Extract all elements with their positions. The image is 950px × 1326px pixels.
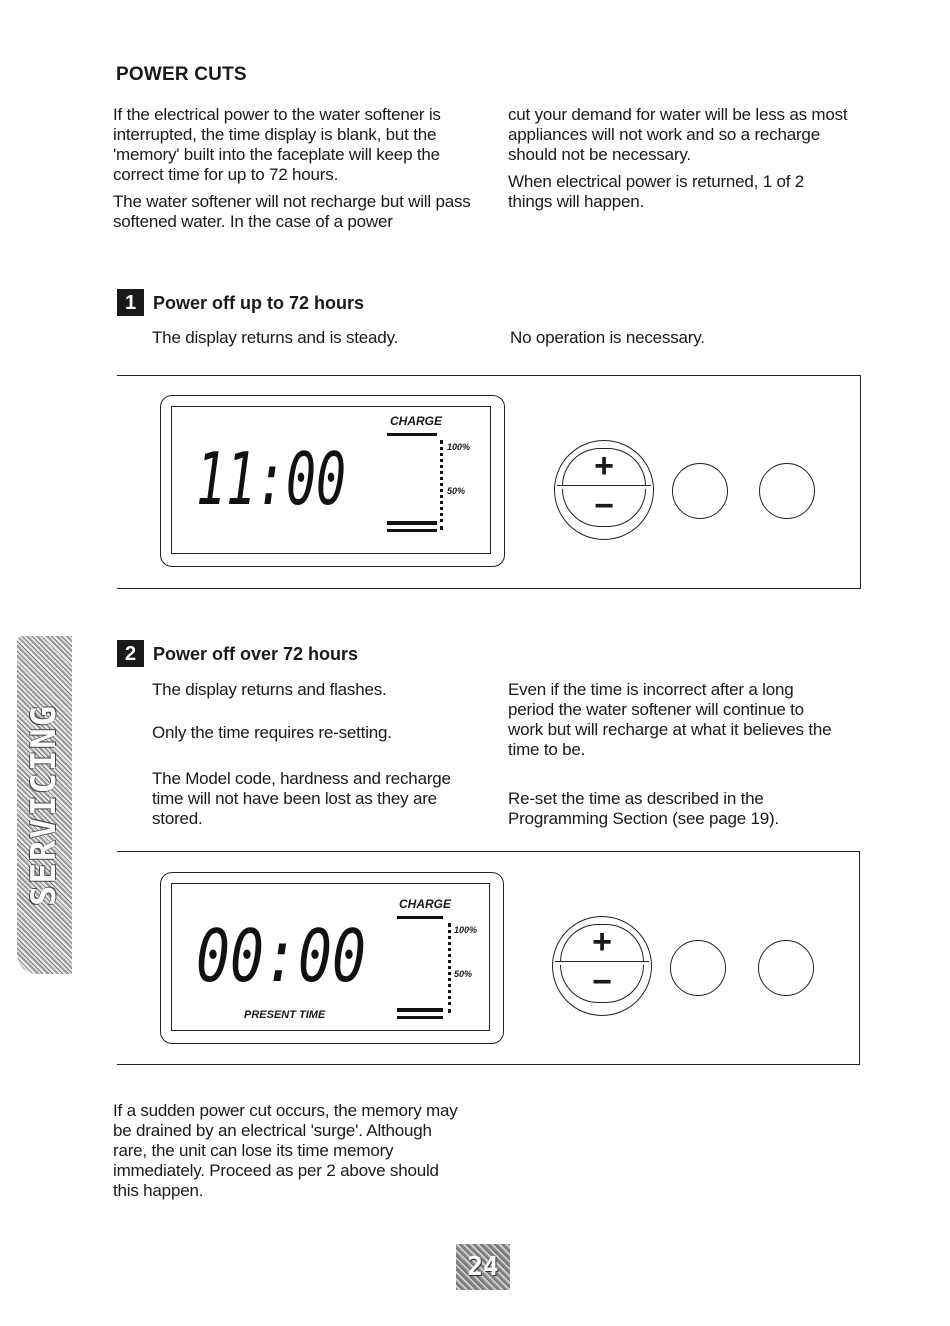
round-button-2a[interactable] [670,940,726,996]
charge-level-bar-1b [387,529,437,532]
intro-left-paragraph-1: If the electrical power to the water softener is interrupted, the time display is blank, but the 'memory' built into the faceplate will keep the correct time for up to 72 hours. [113,105,441,184]
lcd-display-2 [160,872,504,1044]
charge-bar-top-2 [397,916,443,919]
section-2-badge: 2 [117,640,144,667]
svg-text:11:00: 11:00 [196,437,346,521]
intro-left-paragraph-2: The water softener will not recharge but will pass softened water. In the case of a power [113,192,471,231]
footer-note: If a sudden power cut occurs, the memory may be drained by an electrical 'surge'. Although rare, the unit can lose its time memory immediately. Proceed as per 2 above should this happen. [113,1101,458,1200]
lcd-time-digits-2 [196,914,376,998]
round-button-1b[interactable] [759,463,815,519]
intro-right-paragraph-2: When electrical power is returned, 1 of 2 things will happen. [508,172,805,211]
minus-icon[interactable]: − [592,963,612,1001]
section-1-left-text: The display returns and is steady. [152,328,399,347]
section-2-right-paragraph-2: Re-set the time as described in the Programming Section (see page 19). [508,789,780,828]
section-2-right-paragraph-1: Even if the time is incorrect after a long period the water softener will continue to work but will recharge at what it believes the time to be. [508,680,832,759]
charge-label-1: CHARGE [390,414,443,428]
lcd-time-digits-1 [196,437,356,521]
charge-50-label-1: 50% [447,486,466,496]
intro-right-paragraph-1: cut your demand for water will be less as most appliances will not work and so a recharge should not be necessary. [508,105,848,164]
charge-level-bar-1 [387,521,437,525]
present-time-label: PRESENT TIME [244,1009,326,1021]
charge-level-bar-2b [397,1016,443,1019]
plus-icon[interactable]: + [592,923,612,961]
side-section-tab [17,636,72,974]
round-button-2b[interactable] [758,940,814,996]
plus-icon[interactable]: + [594,447,614,485]
round-button-1a[interactable] [672,463,728,519]
charge-scale-1 [440,440,446,530]
minus-icon[interactable]: − [594,487,614,525]
section-2-left-paragraph-3: The Model code, hardness and recharge time will not have been lost as they are stored. [152,769,451,828]
section-1-title: Power off up to 72 hours [153,293,365,313]
charge-50-label-2: 50% [454,969,473,979]
charge-100-label-2: 100% [454,925,478,935]
page-title: POWER CUTS [116,64,247,85]
section-1-right-text: No operation is necessary. [510,328,705,347]
charge-level-bar-2 [397,1008,443,1012]
section-2-left-paragraph-1: The display returns and flashes. [152,680,387,699]
svg-text:00:00: 00:00 [196,914,366,998]
charge-label-2: CHARGE [399,897,452,911]
plus-minus-button-1[interactable] [554,440,654,540]
section-2-left-paragraph-2: Only the time requires re-setting. [152,723,392,742]
charge-bar-top-1 [387,433,437,436]
section-2-title: Power off over 72 hours [153,644,359,664]
charge-100-label-1: 100% [447,442,471,452]
page-number: 24 [456,1244,510,1290]
lcd-display-1 [160,395,505,567]
charge-scale-2 [448,923,454,1013]
section-1-badge: 1 [117,289,144,316]
side-tab-label: SERVICING [24,703,64,907]
plus-minus-button-2[interactable] [552,916,652,1016]
